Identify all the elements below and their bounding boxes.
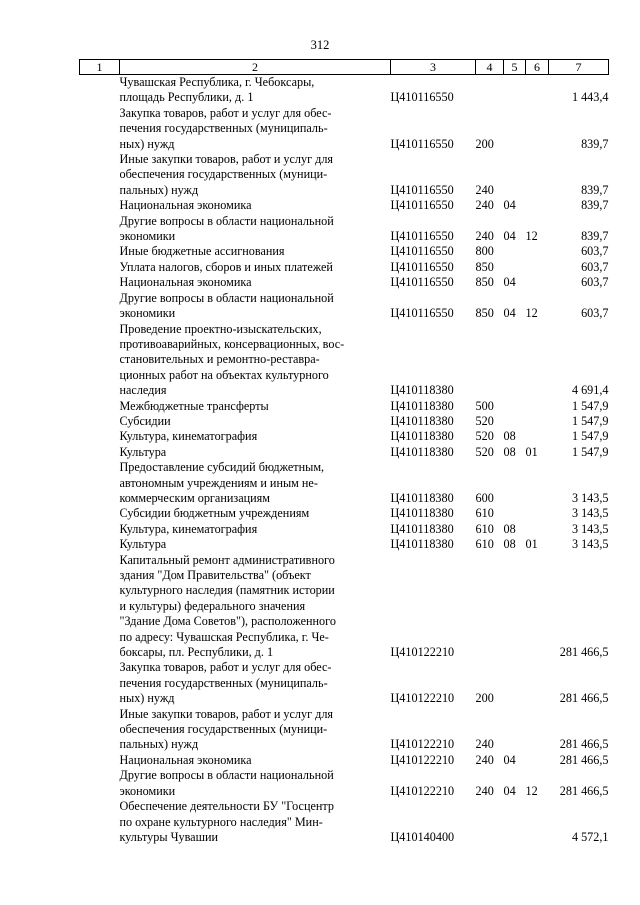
expense-type-cell: 200 (475, 691, 494, 706)
table-row (80, 460, 609, 506)
section-cell (504, 399, 526, 414)
row-number-cell (80, 198, 120, 213)
program-code-cell: Ц410116550 (390, 182, 454, 197)
amount-cell: 839,7 (581, 182, 609, 197)
amount-cell: 281 466,5 (559, 645, 609, 660)
section-cell (504, 244, 526, 259)
amount-cell: 3 143,5 (571, 490, 609, 505)
program-code-cell: Ц410116550 (390, 229, 454, 244)
section-cell (504, 75, 526, 106)
program-code-cell: Ц410116550 (390, 244, 454, 259)
table-row (80, 244, 609, 259)
expense-type-cell: 610 (475, 521, 494, 536)
row-name-cell: Капитальный ремонт административного здания "Дом Правительства" (объект культурного наследия (памятник истории и культуры) федерального значения "Здание Дома Советов"), расположенного по адресу: Чувашская Республика, г. Че- боксары, пл. Республики, д. 1 (119, 552, 336, 660)
table-row (80, 414, 609, 429)
row-name-cell: Иные закупки товаров, работ и услуг для обеспечения государственных (муници- пальных) нужд (119, 706, 334, 752)
amount-cell: 4 691,4 (571, 383, 609, 398)
expense-type-cell: 240 (475, 783, 494, 798)
row-number-cell (80, 275, 120, 290)
table-row (80, 75, 609, 106)
expense-type-cell (476, 75, 504, 106)
column-header: 6 (526, 60, 549, 75)
table-row (80, 399, 609, 414)
row-number-cell (80, 75, 120, 106)
section-cell: 04 (503, 306, 516, 321)
program-code-cell: Ц410116550 (390, 275, 454, 290)
section-cell: 04 (503, 752, 516, 767)
row-number-cell (80, 429, 120, 444)
amount-cell: 839,7 (581, 229, 609, 244)
section-cell (504, 414, 526, 429)
section-cell (504, 322, 526, 399)
row-name-cell: Культура, кинематография (119, 521, 258, 536)
row-name-cell: Субсидии бюджетным учреждениям (119, 506, 310, 521)
section-cell: 04 (503, 783, 516, 798)
table-row (80, 753, 609, 768)
expense-type-cell: 240 (475, 737, 494, 752)
table-row (80, 152, 609, 198)
table-row (80, 522, 609, 537)
row-name-cell: Закупка товаров, работ и услуг для обес- печения государственных (муниципаль- ных) нужд (119, 105, 332, 151)
row-name-cell: Другие вопросы в области национальной экономики (119, 768, 334, 798)
table-row (80, 707, 609, 753)
section-cell: 04 (503, 275, 516, 290)
row-name-cell: Уплата налогов, сборов и иных платежей (119, 259, 333, 274)
section-cell: 08 (503, 444, 516, 459)
column-header: 1 (80, 60, 120, 75)
amount-cell: 1 547,9 (571, 429, 609, 444)
row-number-cell (80, 522, 120, 537)
column-header: 2 (120, 60, 391, 75)
expense-type-cell (476, 553, 504, 661)
amount-cell: 603,7 (581, 244, 609, 259)
row-number-cell (80, 214, 120, 245)
row-number-cell (80, 414, 120, 429)
column-header: 7 (549, 60, 609, 75)
section-cell: 04 (503, 198, 516, 213)
amount-cell: 281 466,5 (559, 737, 609, 752)
expense-type-cell: 520 (475, 413, 494, 428)
expense-type-cell: 800 (475, 244, 494, 259)
page-number: 312 (310, 38, 330, 52)
table-row (80, 660, 609, 706)
row-name-cell: Национальная экономика (119, 198, 252, 213)
row-number-cell (80, 291, 120, 322)
amount-cell: 3 143,5 (571, 521, 609, 536)
amount-cell: 1 547,9 (571, 398, 609, 413)
row-number-cell (80, 799, 120, 845)
amount-cell: 1 547,9 (571, 444, 609, 459)
program-code-cell: Ц410116550 (390, 136, 454, 151)
row-number-cell (80, 553, 120, 661)
row-name-cell: Чувашская Республика, г. Чебоксары, площадь Республики, д. 1 (119, 75, 315, 105)
amount-cell: 281 466,5 (559, 752, 609, 767)
row-number-cell (80, 707, 120, 753)
row-number-cell (80, 660, 120, 706)
amount-cell: 3 143,5 (571, 506, 609, 521)
section-cell: 08 (503, 537, 516, 552)
column-header: 4 (476, 60, 504, 75)
amount-cell: 4 572,1 (571, 829, 609, 844)
program-code-cell: Ц410118380 (390, 444, 454, 459)
subsection-cell (526, 522, 549, 537)
subsection-cell (526, 244, 549, 259)
subsection-cell: 01 (525, 444, 538, 459)
row-number-cell (80, 152, 120, 198)
subsection-cell: 12 (525, 306, 538, 321)
row-name-cell: Иные бюджетные ассигнования (119, 244, 285, 259)
expense-type-cell: 520 (475, 429, 494, 444)
expense-type-cell (476, 799, 504, 845)
expense-type-cell: 850 (475, 275, 494, 290)
row-name-cell: Культура (119, 537, 167, 552)
amount-cell: 603,7 (581, 259, 609, 274)
section-cell: 08 (503, 429, 516, 444)
subsection-cell (526, 553, 549, 661)
program-code-cell: Ц410116550 (390, 90, 454, 105)
subsection-cell (526, 799, 549, 845)
table-row (80, 799, 609, 845)
expense-type-cell: 850 (475, 306, 494, 321)
expense-type-cell: 240 (475, 229, 494, 244)
section-cell (504, 799, 526, 845)
program-code-cell: Ц410118380 (390, 413, 454, 428)
subsection-cell (526, 506, 549, 521)
table-row (80, 429, 609, 444)
amount-cell: 281 466,5 (559, 783, 609, 798)
subsection-cell (526, 198, 549, 213)
row-number-cell (80, 506, 120, 521)
expense-type-cell: 610 (475, 506, 494, 521)
table-row (80, 214, 609, 245)
row-number-cell (80, 445, 120, 460)
amount-cell: 281 466,5 (559, 691, 609, 706)
subsection-cell (526, 429, 549, 444)
program-code-cell: Ц410118380 (390, 521, 454, 536)
subsection-cell: 12 (525, 229, 538, 244)
row-name-cell: Национальная экономика (119, 752, 252, 767)
program-code-cell: Ц410118380 (390, 506, 454, 521)
subsection-cell (526, 399, 549, 414)
expense-type-cell: 520 (475, 444, 494, 459)
expense-type-cell: 240 (475, 198, 494, 213)
section-cell (504, 260, 526, 275)
row-name-cell: Другие вопросы в области национальной экономики (119, 213, 334, 244)
section-cell (504, 460, 526, 506)
expense-type-cell: 850 (475, 259, 494, 274)
program-code-cell: Ц410122210 (390, 752, 455, 767)
program-code-cell: Ц410122210 (390, 737, 455, 752)
row-name-cell: Культура (119, 444, 167, 459)
program-code-cell: Ц410118380 (390, 429, 454, 444)
section-cell (504, 106, 526, 152)
table-row (80, 768, 609, 799)
row-name-cell: Обеспечение деятельности БУ "Госцентр по охране культурного наследия" Мин- культуры Чувашии (119, 799, 334, 844)
expense-type-cell: 610 (475, 537, 494, 552)
amount-cell: 839,7 (581, 136, 609, 151)
amount-cell: 1 443,4 (571, 90, 609, 105)
expense-type-cell: 500 (475, 398, 494, 413)
row-number-cell (80, 537, 120, 552)
subsection-cell (526, 275, 549, 290)
subsection-cell (526, 322, 549, 399)
row-name-cell: Национальная экономика (119, 275, 252, 290)
subsection-cell: 01 (525, 537, 538, 552)
row-name-cell: Культура, кинематография (119, 429, 258, 444)
subsection-cell (526, 660, 549, 706)
subsection-cell (526, 707, 549, 753)
row-number-cell (80, 399, 120, 414)
table-row (80, 106, 609, 152)
row-number-cell (80, 260, 120, 275)
section-cell (504, 506, 526, 521)
row-number-cell (80, 753, 120, 768)
row-name-cell: Закупка товаров, работ и услуг для обес- печения государственных (муниципаль- ных) нужд (119, 660, 332, 706)
program-code-cell: Ц410116550 (390, 306, 454, 321)
program-code-cell: Ц410122210 (390, 645, 455, 660)
amount-cell: 603,7 (581, 306, 609, 321)
table-row (80, 537, 609, 552)
expense-type-cell (476, 322, 504, 399)
amount-cell: 839,7 (581, 198, 609, 213)
section-cell (504, 660, 526, 706)
budget-table (79, 59, 609, 845)
subsection-cell (526, 414, 549, 429)
row-number-cell (80, 322, 120, 399)
section-cell: 04 (503, 229, 516, 244)
expense-type-cell: 200 (475, 136, 494, 151)
table-body (80, 75, 609, 846)
program-code-cell: Ц410122210 (390, 691, 455, 706)
column-header: 3 (391, 60, 476, 75)
table-row (80, 198, 609, 213)
amount-cell: 3 143,5 (571, 537, 609, 552)
program-code-cell: Ц410118380 (390, 383, 454, 398)
expense-type-cell: 240 (475, 182, 494, 197)
amount-cell: 603,7 (581, 275, 609, 290)
table-row (80, 445, 609, 460)
row-name-cell: Предоставление субсидий бюджетным, автономным учреждениям и иным не- коммерческим организациям (119, 460, 325, 505)
program-code-cell: Ц410116550 (390, 259, 454, 274)
amount-cell: 1 547,9 (571, 413, 609, 428)
subsection-cell (526, 260, 549, 275)
subsection-cell: 12 (525, 783, 538, 798)
row-number-cell (80, 768, 120, 799)
row-name-cell: Другие вопросы в области национальной экономики (119, 290, 334, 321)
subsection-cell (526, 753, 549, 768)
program-code-cell: Ц410122210 (390, 783, 455, 798)
program-code-cell: Ц410118380 (390, 490, 454, 505)
program-code-cell: Ц410118380 (390, 537, 454, 552)
section-cell: 08 (503, 521, 516, 536)
row-name-cell: Межбюджетные трансферты (119, 398, 269, 413)
row-name-cell: Иные закупки товаров, работ и услуг для обеспечения государственных (муници- пальных) нужд (119, 152, 334, 197)
row-number-cell (80, 106, 120, 152)
table-row (80, 506, 609, 521)
row-number-cell (80, 460, 120, 506)
program-code-cell: Ц410140400 (390, 829, 455, 844)
expense-type-cell: 600 (475, 490, 494, 505)
program-code-cell: Ц410116550 (390, 198, 454, 213)
program-code-cell: Ц410118380 (390, 398, 454, 413)
row-name-cell: Проведение проектно-изыскательских, противоаварийных, консервационных, вос- становительных и ремонтно-реставра- ционных работ на объектах культурного наследия (119, 321, 345, 398)
table-row (80, 260, 609, 275)
table-header-row (80, 60, 609, 75)
expense-type-cell: 240 (475, 752, 494, 767)
table-row (80, 275, 609, 290)
table-row (80, 322, 609, 399)
section-cell (504, 553, 526, 661)
table-row (80, 291, 609, 322)
section-cell (504, 707, 526, 753)
column-header: 5 (504, 60, 526, 75)
subsection-cell (526, 106, 549, 152)
row-name-cell: Субсидии (119, 413, 171, 428)
subsection-cell (526, 75, 549, 106)
subsection-cell (526, 152, 549, 198)
subsection-cell (526, 460, 549, 506)
table-row (80, 553, 609, 661)
row-number-cell (80, 244, 120, 259)
section-cell (504, 152, 526, 198)
